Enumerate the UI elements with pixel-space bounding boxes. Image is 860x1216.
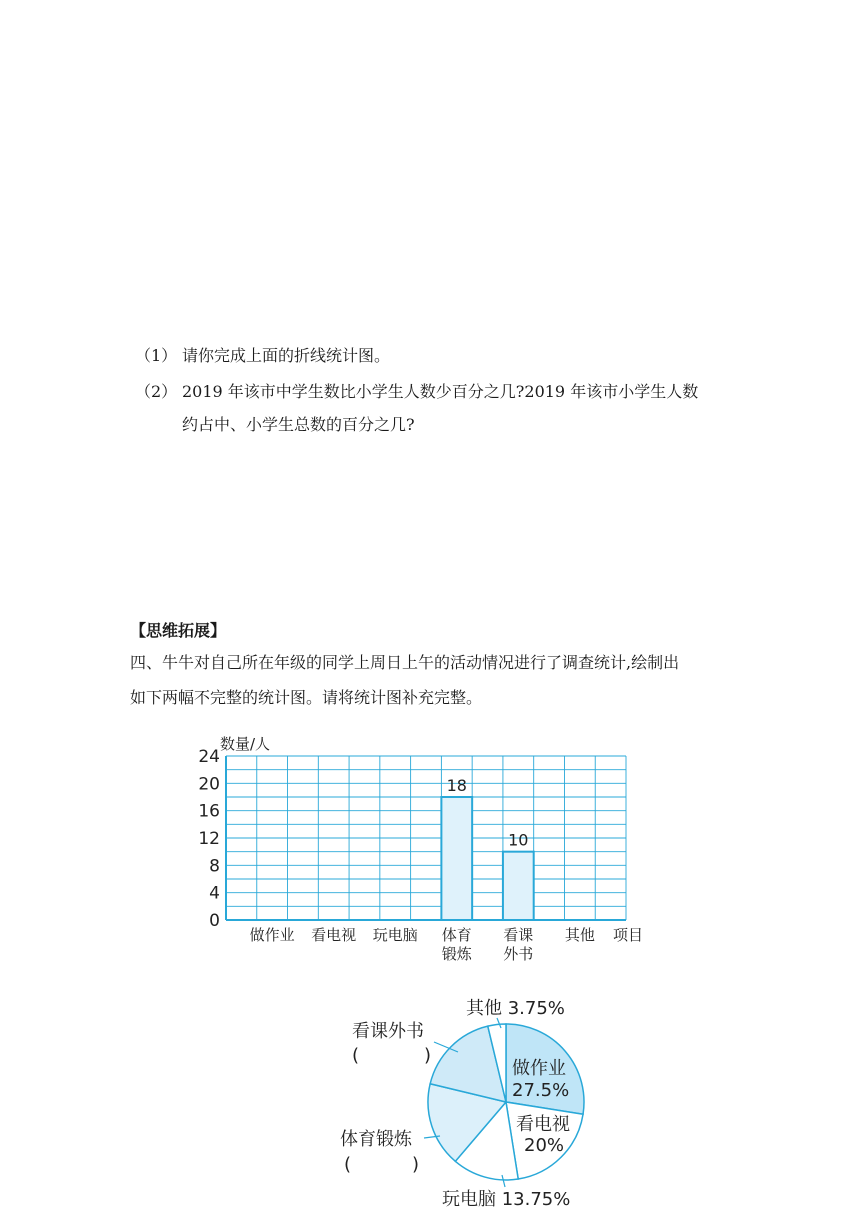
pie-label-体育锻炼: 体育锻炼 [340, 1129, 412, 1150]
bar-value-label: 10 [508, 830, 529, 850]
y-axis-label: 数量/人 [220, 735, 271, 753]
y-tick-label: 0 [209, 911, 220, 931]
x-category-label: 体育 [441, 926, 472, 944]
x-category-label: 看课 [503, 926, 534, 944]
question-2-text-line-2: 约占中、小学生总数的百分之几? [182, 415, 415, 434]
question-2-text-line-1: 2019 年该市中学生数比小学生人数少百分之几?2019 年该市小学生人数 [182, 382, 699, 401]
y-tick-label: 12 [198, 829, 220, 849]
pie-label-看电视: 看电视 [516, 1114, 570, 1135]
x-axis-label: 项目 [612, 926, 644, 944]
question-1-number: （1） [135, 346, 178, 365]
y-tick-label: 4 [209, 883, 220, 904]
pie-value-看课外书-close: ) [424, 1045, 432, 1066]
y-tick-label: 24 [198, 747, 220, 767]
problem-text-line-2: 如下两幅不完整的统计图。请将统计图补充完整。 [130, 688, 483, 707]
pie-label-玩电脑: 玩电脑 13.75% [442, 1189, 571, 1210]
pie-value-看电视: 20% [524, 1135, 565, 1156]
question-1-text: 请你完成上面的折线统计图。 [182, 346, 391, 365]
pie-value-看课外书-open: ( [352, 1045, 360, 1066]
y-tick-label: 16 [198, 801, 220, 822]
section-title: 【思维拓展】 [130, 621, 227, 640]
x-category-label: 其他 [564, 926, 595, 944]
x-category-label: 锻炼 [441, 945, 472, 963]
pie-label-看课外书: 看课外书 [352, 1021, 424, 1042]
x-category-label: 玩电脑 [372, 926, 418, 944]
x-category-label: 外书 [503, 945, 534, 963]
y-tick-label: 8 [209, 856, 220, 877]
pie-value-做作业: 27.5% [512, 1080, 570, 1101]
pie-label-做作业: 做作业 [512, 1058, 566, 1079]
x-category-label: 看电视 [311, 926, 357, 944]
x-category-label: 做作业 [249, 926, 295, 944]
pie-value-体育锻炼-open: ( [344, 1154, 352, 1175]
question-2-number: （2） [135, 382, 178, 401]
pie-value-体育锻炼-close: ) [412, 1154, 420, 1175]
y-tick-label: 20 [198, 774, 220, 795]
pie-label-其他: 其他 3.75% [466, 998, 565, 1019]
problem-text-line-1: 四、牛牛对自己所在年级的同学上周日上午的活动情况进行了调查统计,绘制出 [130, 653, 680, 672]
bar-value-label: 18 [446, 776, 467, 795]
